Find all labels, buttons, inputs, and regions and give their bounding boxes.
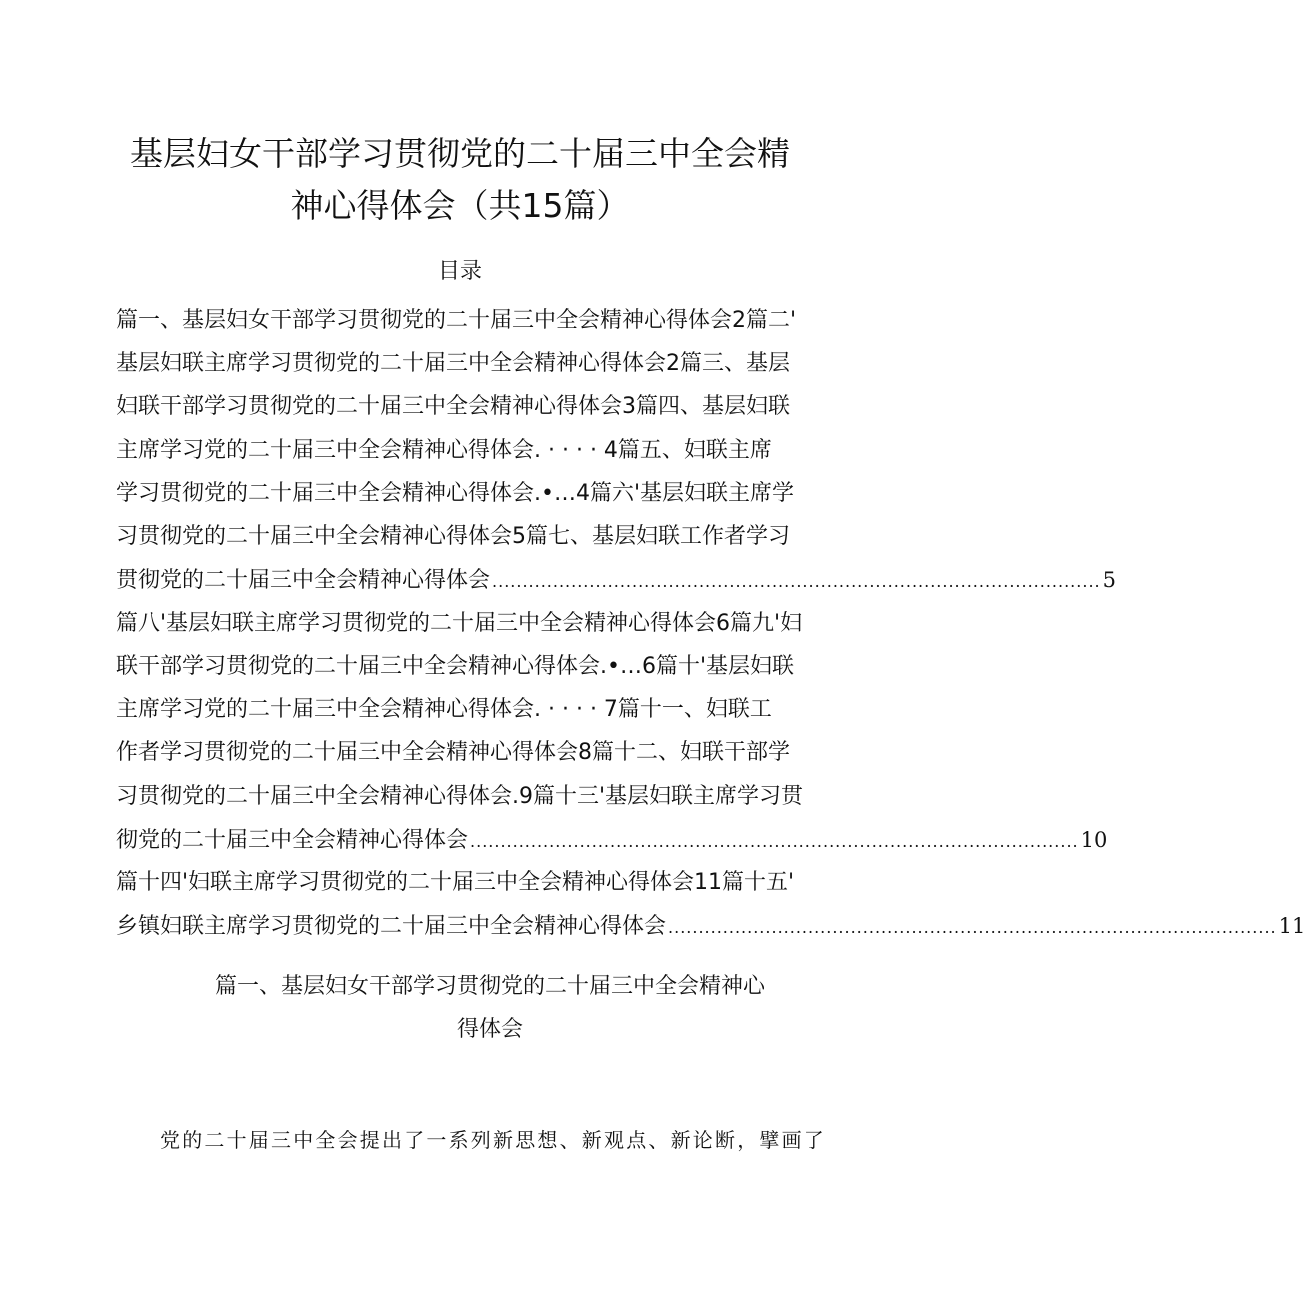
toc-entry-text: 彻党的二十届三中全会精神心得体会 [116, 828, 469, 853]
toc-line[interactable]: 篇八'基层妇联主席学习贯彻党的二十届三中全会精神心得体会6篇九'妇 [116, 611, 803, 636]
toc-line-with-leader[interactable] [116, 911, 1305, 943]
toc-line[interactable]: 联干部学习贯彻党的二十届三中全会精神心得体会.•…6篇十'基层妇联 [116, 654, 795, 679]
toc-line[interactable]: 基层妇联主席学习贯彻党的二十届三中全会精神心得体会2篇三、基层 [116, 351, 790, 376]
toc-line[interactable]: 习贯彻党的二十届三中全会精神心得体会.9篇十三'基层妇联主席学习贯 [116, 784, 804, 809]
toc-entry-text: 贯彻党的二十届三中全会精神心得体会 [116, 568, 491, 593]
document-title-line-2: 神心得体会（共15篇） [290, 186, 630, 225]
body-paragraph: 党的二十届三中全会提出了一系列新思想、新观点、新论断，擘画了 [160, 1128, 826, 1152]
document-title [100, 128, 820, 232]
dot-leader: .................................................................................................... [492, 572, 1101, 591]
document-title-line-1: 基层妇女干部学习贯彻党的二十届三中全会精 [130, 134, 790, 173]
toc-page-number: 5 [1102, 568, 1116, 592]
toc-line[interactable]: 妇联干部学习贯彻党的二十届三中全会精神心得体会3篇四、基层妇联 [116, 394, 790, 419]
toc-page-number: 11 [1278, 914, 1305, 938]
toc-line[interactable]: 学习贯彻党的二十届三中全会精神心得体会.•…4篇六'基层妇联主席学 [116, 481, 795, 506]
dot-leader: .................................................................................................... [668, 918, 1277, 937]
toc-page-number: 10 [1080, 828, 1108, 852]
toc-heading: 目录 [437, 259, 482, 284]
toc-line[interactable]: 主席学习党的二十届三中全会精神心得体会. · · · · 4篇五、妇联主席 [116, 438, 772, 463]
toc-entry-text: 乡镇妇联主席学习贯彻党的二十届三中全会精神心得体会 [116, 914, 667, 939]
toc-line[interactable]: 篇一、基层妇女干部学习贯彻党的二十届三中全会精神心得体会2篇二' [116, 308, 797, 333]
toc-line-with-leader[interactable] [116, 565, 1116, 597]
toc-line[interactable]: 篇十四'妇联主席学习贯彻党的二十届三中全会精神心得体会11篇十五' [116, 870, 795, 895]
toc-line[interactable]: 习贯彻党的二十届三中全会精神心得体会5篇七、基层妇联工作者学习 [116, 524, 790, 549]
toc-line-with-leader[interactable] [116, 825, 1108, 857]
section-heading-line-1: 篇一、基层妇女干部学习贯彻党的二十届三中全会精神心 [214, 974, 765, 999]
dot-leader: .................................................................................................... [470, 832, 1079, 851]
toc-line[interactable]: 主席学习党的二十届三中全会精神心得体会. · · · · 7篇十一、妇联工 [116, 697, 772, 722]
toc-line[interactable]: 作者学习贯彻党的二十届三中全会精神心得体会8篇十二、妇联干部学 [116, 740, 790, 765]
section-heading-line-2: 得体会 [456, 1017, 523, 1042]
